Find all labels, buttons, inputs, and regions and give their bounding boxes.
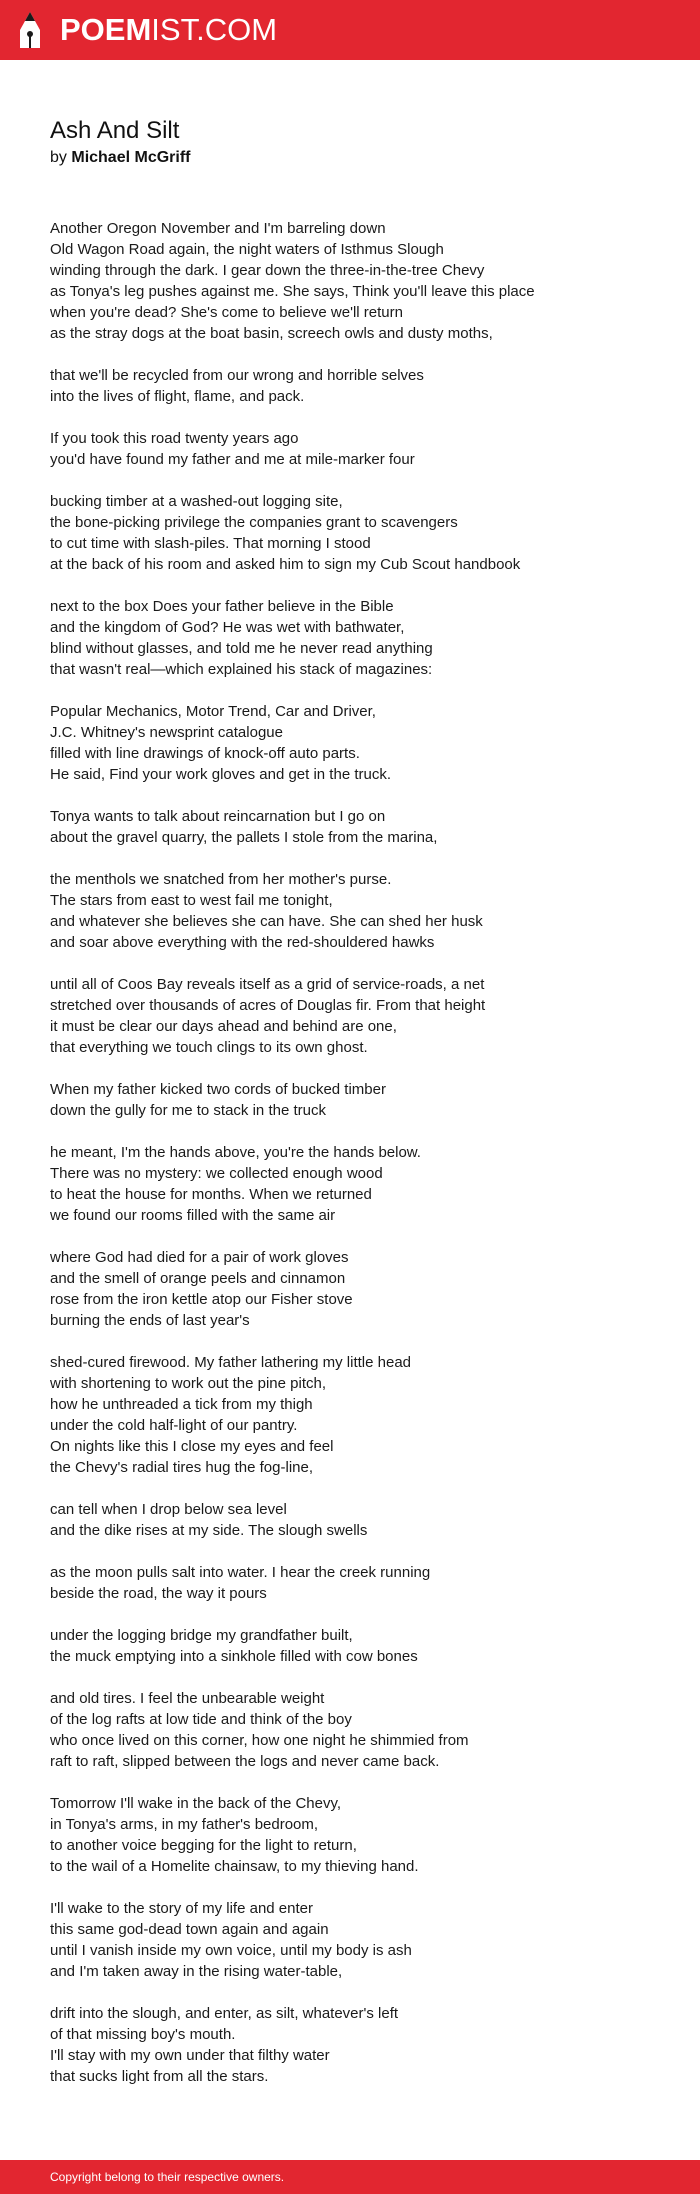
poem-line: and the dike rises at my side. The slough swells: [50, 1522, 368, 1539]
poem-line: The stars from east to west fail me tonight,: [50, 892, 333, 909]
poem-line: If you took this road twenty years ago: [50, 430, 299, 447]
poem-line: to the wail of a Homelite chainsaw, to my thieving hand.: [50, 1858, 419, 1875]
poem-stanza: [50, 1688, 670, 1772]
poem-line: to cut time with slash-piles. That morning I stood: [50, 535, 371, 552]
poem-line: and old tires. I feel the unbearable weight: [50, 1690, 325, 1707]
copyright-notice: Copyright belong to their respective owners.: [50, 2170, 285, 2184]
poem-line: that everything we touch clings to its own ghost.: [50, 1039, 368, 1056]
poem-line: under the logging bridge my grandfather built,: [50, 1627, 353, 1644]
poem-line: Tonya wants to talk about reincarnation but I go on: [50, 808, 386, 825]
poem-line: in Tonya's arms, in my father's bedroom,: [50, 1816, 319, 1833]
poem-stanza: [50, 974, 670, 1058]
poem-line: When my father kicked two cords of bucked timber: [50, 1081, 386, 1098]
poem-line: of the log rafts at low tide and think of the boy: [50, 1711, 352, 1728]
poem-line: and the smell of orange peels and cinnamon: [50, 1270, 346, 1287]
poem-line: with shortening to work out the pine pitch,: [50, 1375, 326, 1392]
poem-line: the menthols we snatched from her mother's purse.: [50, 871, 392, 888]
poem-line: winding through the dark. I gear down the three-in-the-tree Chevy: [50, 262, 485, 279]
poem-stanza: [50, 596, 670, 680]
poem-line: There was no mystery: we collected enough wood: [50, 1165, 383, 1182]
poem-stanza: [50, 869, 670, 953]
poem-line: shed-cured firewood. My father lathering my little head: [50, 1354, 412, 1371]
poem-line: next to the box Does your father believe in the Bible: [50, 598, 394, 615]
poem-line: when you're dead? She's come to believe we'll return: [50, 304, 403, 321]
poem-line: raft to raft, slipped between the logs and never came back.: [50, 1753, 440, 1770]
logo-light-text: IST.COM: [151, 12, 278, 47]
poem-stanza: [50, 1898, 670, 1982]
site-logo[interactable]: [60, 12, 277, 48]
poem-stanza: [50, 1352, 670, 1478]
poem-stanza: [50, 1079, 670, 1121]
poem-line: where God had died for a pair of work gloves: [50, 1249, 349, 1266]
poem-line: and whatever she believes she can have. She can shed her husk: [50, 913, 483, 930]
poem-line: Another Oregon November and I'm barreling down: [50, 220, 386, 237]
poem-stanza: [50, 2003, 670, 2087]
poem-body: [50, 218, 670, 2108]
poem-stanza: [50, 806, 670, 848]
poem-line: and the kingdom of God? He was wet with bathwater,: [50, 619, 405, 636]
poem-line: On nights like this I close my eyes and feel: [50, 1438, 334, 1455]
poem-line: Tomorrow I'll wake in the back of the Chevy,: [50, 1795, 342, 1812]
poem-author: Michael McGriff: [71, 149, 191, 166]
site-footer: [0, 2160, 700, 2194]
poem-line: Popular Mechanics, Motor Trend, Car and Driver,: [50, 703, 376, 720]
poem-stanza: [50, 1562, 670, 1604]
poem-line: filled with line drawings of knock-off auto parts.: [50, 745, 360, 762]
poem-line: to another voice begging for the light to return,: [50, 1837, 357, 1854]
poem-line: under the cold half-light of our pantry.: [50, 1417, 298, 1434]
poem-stanza: [50, 1499, 670, 1541]
poem-line: as the moon pulls salt into water. I hear the creek running: [50, 1564, 431, 1581]
poem-line: burning the ends of last year's: [50, 1312, 250, 1329]
poem-line: rose from the iron kettle atop our Fisher stove: [50, 1291, 353, 1308]
poem-stanza: [50, 491, 670, 575]
poem-line: and soar above everything with the red-shouldered hawks: [50, 934, 435, 951]
poem-line: the Chevy's radial tires hug the fog-line,: [50, 1459, 314, 1476]
poem-line: the bone-picking privilege the companies grant to scavengers: [50, 514, 458, 531]
poem-line: it must be clear our days ahead and behind are one,: [50, 1018, 397, 1035]
poem-line: how he unthreaded a tick from my thigh: [50, 1396, 313, 1413]
poem-byline: [50, 147, 191, 169]
poem-line: He said, Find your work gloves and get in the truck.: [50, 766, 392, 783]
poem-line: stretched over thousands of acres of Douglas fir. From that height: [50, 997, 486, 1014]
poem-line: I'll wake to the story of my life and enter: [50, 1900, 313, 1917]
poem-line: into the lives of flight, flame, and pack.: [50, 388, 305, 405]
poem-line: of that missing boy's mouth.: [50, 2026, 236, 2043]
poem-line: about the gravel quarry, the pallets I stole from the marina,: [50, 829, 438, 846]
poem-line: he meant, I'm the hands above, you're the hands below.: [50, 1144, 421, 1161]
poem-title: Ash And Silt: [50, 117, 180, 144]
poem-stanza: [50, 218, 670, 344]
poem-line: we found our rooms filled with the same air: [50, 1207, 336, 1224]
byline-prefix: by: [50, 149, 67, 166]
poem-line: I'll stay with my own under that filthy water: [50, 2047, 330, 2064]
poem-line: that wasn't real—which explained his stack of magazines:: [50, 661, 433, 678]
poem-line: that sucks light from all the stars.: [50, 2068, 269, 2085]
poem-line: this same god-dead town again and again: [50, 1921, 329, 1938]
poem-stanza: [50, 1247, 670, 1331]
poem-stanza: [50, 1793, 670, 1877]
site-header: [0, 0, 700, 60]
poem-line: you'd have found my father and me at mile-marker four: [50, 451, 415, 468]
poem-line: the muck emptying into a sinkhole filled with cow bones: [50, 1648, 418, 1665]
poem-line: down the gully for me to stack in the truck: [50, 1102, 326, 1119]
poem-stanza: [50, 428, 670, 470]
poem-stanza: [50, 365, 670, 407]
poem-line: until I vanish inside my own voice, until my body is ash: [50, 1942, 412, 1959]
poem-line: that we'll be recycled from our wrong and horrible selves: [50, 367, 424, 384]
poem-line: who once lived on this corner, how one night he shimmied from: [50, 1732, 469, 1749]
poem-line: drift into the slough, and enter, as silt, whatever's left: [50, 2005, 399, 2022]
poem-stanza: [50, 1625, 670, 1667]
poem-line: at the back of his room and asked him to sign my Cub Scout handbook: [50, 556, 521, 573]
poem-line: and I'm taken away in the rising water-table,: [50, 1963, 343, 1980]
poem-line: to heat the house for months. When we returned: [50, 1186, 372, 1203]
pen-nib-icon[interactable]: [18, 10, 42, 50]
poem-line: blind without glasses, and told me he never read anything: [50, 640, 433, 657]
poem-line: can tell when I drop below sea level: [50, 1501, 287, 1518]
poem-stanza: [50, 1142, 670, 1226]
logo-bold-text: POEM: [60, 12, 152, 47]
poem-line: as the stray dogs at the boat basin, screech owls and dusty moths,: [50, 325, 493, 342]
poem-line: J.C. Whitney's newsprint catalogue: [50, 724, 283, 741]
poem-line: until all of Coos Bay reveals itself as a grid of service-roads, a net: [50, 976, 485, 993]
poem-line: bucking timber at a washed-out logging site,: [50, 493, 343, 510]
poem-line: as Tonya's leg pushes against me. She says, Think you'll leave this place: [50, 283, 535, 300]
poem-line: Old Wagon Road again, the night waters of Isthmus Slough: [50, 241, 444, 258]
poem-line: beside the road, the way it pours: [50, 1585, 267, 1602]
poem-stanza: [50, 701, 670, 785]
